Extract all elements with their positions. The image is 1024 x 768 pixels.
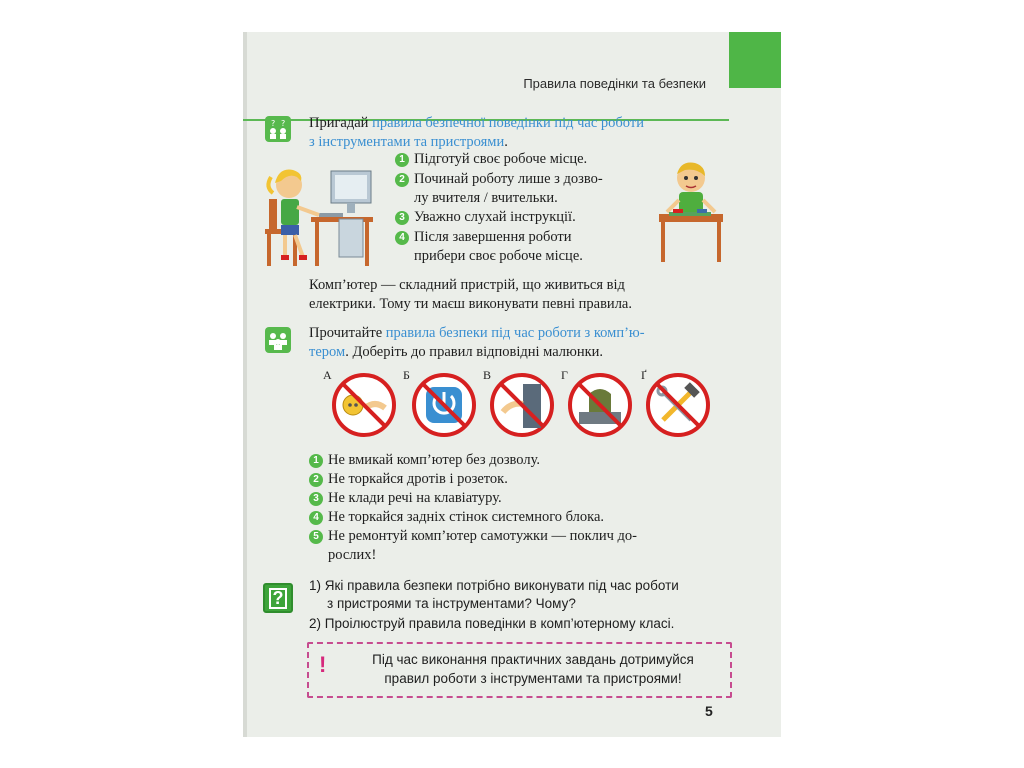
question-2: 2) Проілюструй правила поведінки в комп’ютерному класі. — [309, 616, 675, 631]
section1-rule-4: 4 Після завершення роботи прибери своє робоче місце. — [395, 228, 583, 266]
note-box — [307, 642, 732, 698]
section2-rule-4: 4 Не торкайся задніх стінок системного блока. — [309, 508, 604, 527]
no-repair-tools-sign — [645, 372, 711, 438]
page-edge — [243, 32, 247, 737]
section2-rule-1: 1 Не вмикай комп’ютер без дозволу. — [309, 451, 540, 470]
section1-rule-2: 2 Починай роботу лише з дозво- лу вчителя / вчительки. — [395, 170, 603, 208]
boy-at-desk-illustration — [655, 156, 727, 266]
header-title: Правила поведінки та безпеки — [523, 76, 706, 91]
sign-letter-h: Г — [561, 368, 568, 382]
no-items-on-keyboard-sign — [567, 372, 633, 438]
section2-rule-5: 5 Не ремонтуй комп’ютер самотужки — поклич до- рослих! — [309, 527, 637, 565]
exclamation-icon: ! — [319, 652, 327, 677]
sign-letter-b: Б — [403, 368, 410, 382]
section2-rule-2: 2 Не торкайся дротів і розеток. — [309, 470, 508, 489]
page-number: 5 — [705, 703, 713, 719]
section1-rule-3: 3 Уважно слухай інструкції. — [395, 208, 576, 227]
sign-letter-v: В — [483, 368, 492, 382]
svg-text:?: ? — [271, 119, 276, 128]
section1-rule-1: 1 Підготуй своє робоче місце. — [395, 150, 587, 169]
thinking-kids-icon — [265, 116, 291, 142]
no-power-button-sign — [411, 372, 477, 438]
note-text: Під час виконання практичних завдань дотримуйся правил роботи з інструментами та пристроями! — [372, 652, 694, 686]
svg-text:?: ? — [281, 119, 286, 128]
section2-intro: Прочитайте правила безпеки під час роботи з комп’ю- тером. Доберіть до правил відповідні малюнки. — [309, 325, 645, 360]
computer-paragraph: Комп’ютер — складний пристрій, що живиться від електрики. Тому ти маєш виконувати певні правила. — [309, 277, 632, 312]
green-corner-tab — [729, 32, 781, 88]
question-mark-icon: ? — [263, 583, 293, 613]
sign-letter-a: А — [323, 368, 332, 382]
no-touch-back-panel-sign — [489, 372, 555, 438]
no-touch-socket-sign — [331, 372, 397, 438]
section2-rule-3: 3 Не клади речі на клавіатуру. — [309, 489, 502, 508]
sign-letter-g: Ґ — [641, 368, 647, 382]
group-discussion-icon — [265, 327, 291, 353]
girl-at-computer-illustration — [261, 157, 379, 269]
textbook-page — [243, 32, 781, 737]
section1-intro: Пригадай правила безпечної поведінки під час роботи з інструментами та пристроями. — [309, 115, 644, 150]
question-1: 1) Які правила безпеки потрібно виконувати під час роботи з пристроями та інструментами? Чому? — [309, 578, 679, 611]
